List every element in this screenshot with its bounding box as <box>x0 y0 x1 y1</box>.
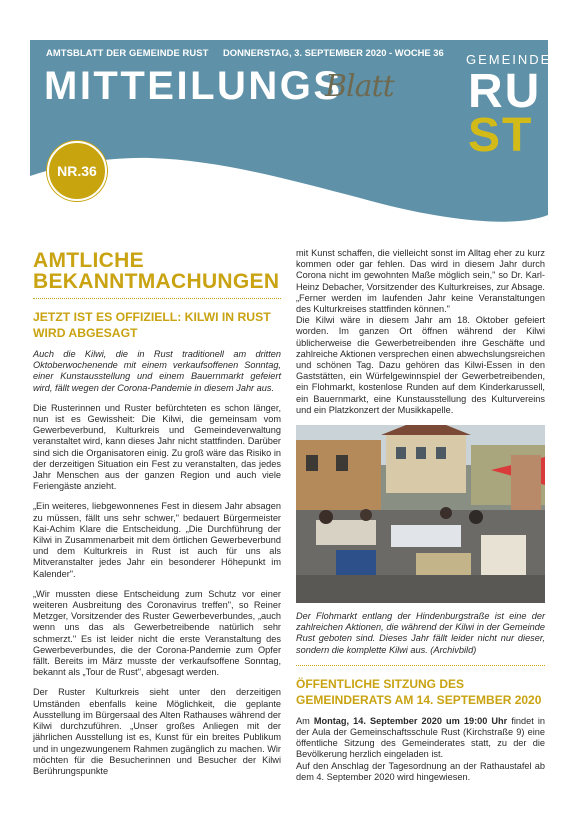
article-paragraph: „Wir mussten diese Entscheidung zum Schutz vor einer weiteren Ausbreitung des Coronavirus treffen", so Reiner Metzger, Vorsitzender des Ruster Gewerbeverbundes, „auch wenn uns das als Gewerbetreibende natürlich sehr schmerzt." Es ist leider nicht die erste Veranstaltung des Gewerbeverbundes, die der Corona-Pandemie zum Opfer fällt. Bereits im März musste der verkaufsoffene Sonntag, bekannt als „Tour de Rust", abgesagt werden. <box>33 588 281 678</box>
publisher-line: AMTSBLATT DER GEMEINDE RUST <box>46 47 209 58</box>
issue-date: DONNERSTAG, 3. SEPTEMBER 2020 - WOCHE 36 <box>223 47 444 58</box>
article-paragraph: Die Kilwi wäre in diesem Jahr am 18. Oktober gefeiert worden. Im ganzen Ort öffnen während der Kilwi üblicherweise die Gewerbetreibenden ihre Geschäfte und zahlreiche Aktionen versprechen einen abwechslungsreichen und schönen Tag. Dazu gehören das Kilwi-Essen in den Gaststätten, ein Würfelgewinnspiel der Gewerbetreibenden, ein Flohmarkt, kostenlose Runden auf dem Kinderkarussell, ein Bauernmarkt, eine Kunstausstellung des Kulturvereins und ein Platzkonzert der Musikkapelle. <box>296 315 545 415</box>
article-paragraph: Auf den Anschlag der Tagesordnung an der Rathaustafel ab dem 4. September 2020 wird hingewiesen. <box>296 760 545 782</box>
photo-caption: Der Flohmarkt entlang der Hindenburgstraße ist eine der zahlreichen Aktionen, die während der Kilwi in der Gemeinde Rust geboten sind. Dieses Jahr fällt leider nicht nur dieser, sondern die komplette Kilwi aus. (Archivbild) <box>296 611 545 655</box>
issue-number-badge: NR.36 <box>47 141 107 201</box>
article-paragraph: Die Rusterinnen und Ruster befürchteten es schon länger, nun ist es Gewissheit: Die Kilwi, die gemeinsam vom Gewerbeverbund, Kulturkreis und Gemeindeverwaltung veranstaltet wird, kann dieses Jahr nicht stattfinden. Darüber sind sich die Organisatoren einig. Zu groß wäre das Risiko in der derzeitigen Situation ein Fest zu veranstalten, das jedes Jahr Menschen aus der ganzen Region und auch viele Feriengäste anzieht. <box>33 402 281 492</box>
masthead-title: MITTEILUNGS <box>44 64 343 108</box>
rust-logo-line1: RU <box>468 65 542 118</box>
masthead-script: Blatt <box>325 69 394 104</box>
article-paragraph: Der Ruster Kulturkreis sieht unter den derzeitigen Umständen ebenfalls keine Möglichkeit, die geplante Ausstellung im Bürgersaal des Alten Rathauses während der Kilwi durchzuführen. „Unser großes Anliegen mit der jährlichen Ausstellung ist es, Kunst für ein breites Publikum und in ungezwungenem Rahmen zugänglich zu machen. Wir möchten für die Besucherinnen und Besucher der Kilwi Berührungspunkte <box>33 687 281 776</box>
article-paragraph: mit Kunst schaffen, die vielleicht sonst im Alltag eher zu kurz kommen oder gar fehlen. Das wird in diesem Jahr durch Corona nicht im gewohnten Maße möglich sein," so Dr. Karl-Heinz Debacher, Vorsitzender des Kulturkreises, zur Absage. „Ferner werden im laufenden Jahr keine Veranstaltungen des Kulturkreises stattfinden können." <box>296 248 545 315</box>
flea-market-photo <box>296 425 545 603</box>
article-paragraph: „Ein weiteres, liebgewonnenes Fest in diesem Jahr absagen zu müssen, fällt uns sehr schwer," bedauert Bürgermeister Kai-Achim Klare die Entscheidung. „Die Durchführung der Kilwi in Zusammenarbeit mit dem örtlichen Gewerbeverbund und dem Kulturkreis in Rust ist auch für uns als Mitveranstalter jedes Jahr ein besonderer Höhepunkt im Kalender". <box>33 501 281 579</box>
dotted-divider <box>33 298 281 299</box>
right-column <box>296 248 545 792</box>
left-column <box>33 250 281 786</box>
article-title: JETZT IST ES OFFIZIELL: KILWI IN RUST WIRD ABGESAGT <box>33 310 271 340</box>
section-title: AMTLICHE BEKANNTMACHUNGEN <box>33 249 280 293</box>
gemeinde-label: GEMEINDE <box>466 52 552 67</box>
article-paragraph: Am Montag, 14. September 2020 um 19:00 Uhr findet in der Aula der Gemeinschaftsschule Rust (Kirchstraße 9) eine öffentliche Sitzung des Gemeinderates statt, zu der die Bevölkerung herzlich eingeladen ist. <box>296 715 546 760</box>
article-title: ÖFFENTLICHE SITZUNG DES GEMEINDERATS AM 14. SEPTEMBER 2020 <box>296 676 542 707</box>
meeting-date: Montag, 14. September 2020 um 19:00 Uhr <box>313 715 508 726</box>
dotted-divider <box>296 665 545 666</box>
article-lead: Auch die Kilwi, die in Rust traditionell am dritten Oktoberwochenende mit einem verkaufsoffenen Sonntag, einer Kunstausstellung und einem Bauernmarkt gefeiert wird, fällt wegen der Corona-Pandemie in diesem Jahr aus. <box>33 349 281 393</box>
rust-logo-line2: ST <box>468 109 534 162</box>
